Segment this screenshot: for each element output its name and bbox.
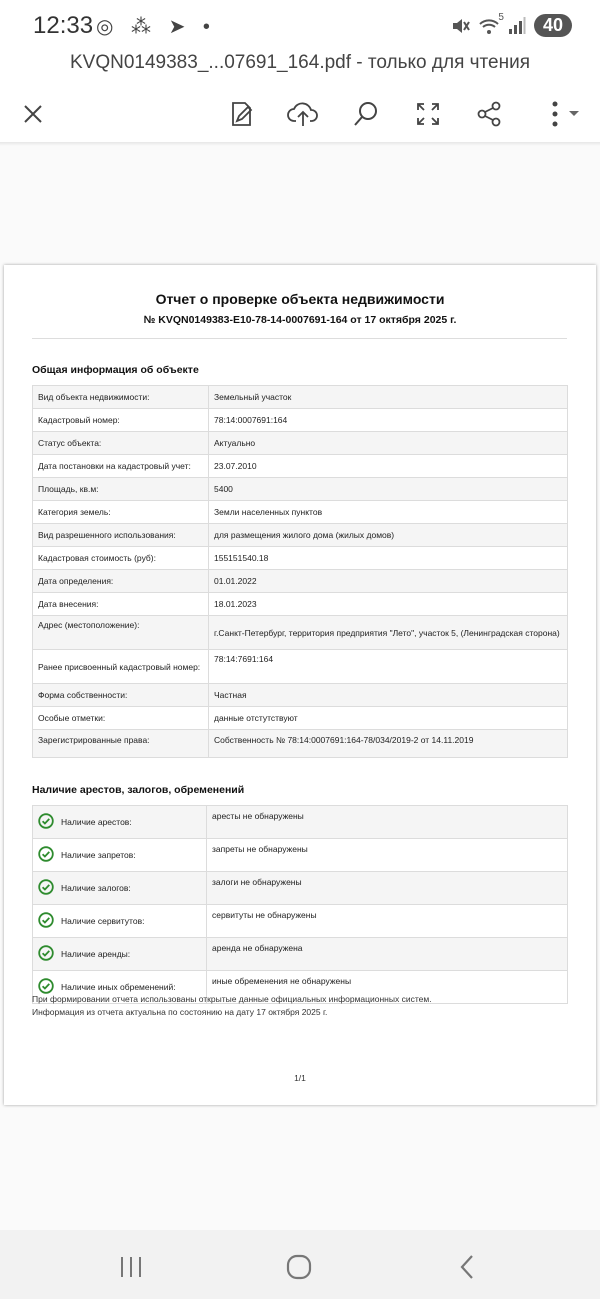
table-row: [33, 684, 568, 707]
table-row: [33, 872, 568, 905]
footer-line-1: При формировании отчета использованы открытые данные официальных информационных систем.: [32, 994, 432, 1004]
more-icon[interactable]: [540, 94, 585, 134]
table-row: [33, 386, 568, 409]
row-value: 155151540.18: [209, 547, 568, 570]
row-value: г.Санкт-Петербург, территория предприятия "Лето", участок 5, (Ленинградская сторона): [209, 616, 568, 650]
wifi-badge: 5: [498, 11, 504, 23]
table-row: [33, 478, 568, 501]
check-circle-icon: [33, 839, 57, 872]
status-time: 12:33: [33, 12, 94, 39]
table-row: [33, 409, 568, 432]
row-value: залоги не обнаружены: [207, 872, 568, 905]
row-value: сервитуты не обнаружены: [207, 905, 568, 938]
app-header: [0, 52, 600, 142]
report-footer: [32, 993, 432, 1019]
divider: [32, 338, 567, 339]
mute-icon: [450, 16, 470, 36]
table-row: [33, 938, 568, 971]
row-label: Наличие сервитутов:: [56, 905, 207, 938]
row-label: Кадастровая стоимость (руб):: [33, 547, 209, 570]
row-label: Дата постановки на кадастровый учет:: [33, 455, 209, 478]
row-label: Ранее присвоенный кадастровый номер:: [33, 650, 209, 684]
row-value: Актуально: [209, 432, 568, 455]
row-label: Статус объекта:: [33, 432, 209, 455]
wifi-icon: [478, 11, 504, 36]
row-value: Собственность № 78:14:0007691:164-78/034/2019-2 от 14.11.2019: [209, 730, 568, 758]
back-icon[interactable]: [447, 1252, 487, 1282]
row-value: данные отстутствуют: [209, 707, 568, 730]
row-value: 78:14:7691:164: [209, 650, 568, 684]
footer-line-2: Информация из отчета актуальна по состоянию на дату 17 октября 2025 г.: [32, 1007, 328, 1017]
table-row: [33, 650, 568, 684]
table-row: [33, 616, 568, 650]
search-icon[interactable]: [346, 94, 386, 134]
home-icon[interactable]: [279, 1252, 319, 1282]
header-shadow: [0, 142, 600, 146]
navigation-bar: [0, 1230, 600, 1299]
document-title: KVQN0149383_...07691_164.pdf - только для чтения: [70, 52, 530, 73]
row-value: для размещения жилого дома (жилых домов): [209, 524, 568, 547]
row-value: аренда не обнаружена: [207, 938, 568, 971]
table-row: [33, 730, 568, 758]
recent-apps-icon[interactable]: [111, 1252, 151, 1282]
check-circle-icon: [33, 905, 57, 938]
share-icon[interactable]: [469, 94, 509, 134]
row-label: Категория земель:: [33, 501, 209, 524]
row-label: Зарегистрированные права:: [33, 730, 209, 758]
table-row: [33, 570, 568, 593]
table-row: [33, 501, 568, 524]
table-row: [33, 524, 568, 547]
row-value: Частная: [209, 684, 568, 707]
report-title: Отчет о проверке объекта недвижимости: [155, 291, 445, 307]
report-subtitle: № KVQN0149383-E10-78-14-0007691-164 от 17 октября 2025 г.: [143, 314, 457, 326]
row-value: 5400: [209, 478, 568, 501]
check-circle-icon: [33, 872, 57, 905]
status-bar: [0, 0, 600, 52]
row-value: Земельный участок: [209, 386, 568, 409]
table-row: [33, 839, 568, 872]
row-value: иные обременения не обнаружены: [207, 971, 568, 1004]
table-row: [33, 547, 568, 570]
check-circle-icon: [33, 806, 57, 839]
section-encumbrances-title: Наличие арестов, залогов, обременений: [32, 784, 245, 796]
row-value: запреты не обнаружены: [207, 839, 568, 872]
row-label: Кадастровый номер:: [33, 409, 209, 432]
row-label: Наличие залогов:: [56, 872, 207, 905]
row-label: Форма собственности:: [33, 684, 209, 707]
status-right: [450, 11, 572, 37]
row-label: Вид разрешенного использования:: [33, 524, 209, 547]
table-row: [33, 432, 568, 455]
row-label: Наличие арестов:: [56, 806, 207, 839]
row-value: 18.01.2023: [209, 593, 568, 616]
upload-cloud-icon[interactable]: [283, 94, 323, 134]
battery-indicator: 40: [534, 14, 572, 37]
table-row: [33, 455, 568, 478]
close-icon[interactable]: [13, 94, 53, 134]
row-label: Дата определения:: [33, 570, 209, 593]
signal-icon: [508, 17, 526, 35]
page-number: 1/1: [294, 1073, 306, 1083]
row-label: Наличие иных обременений:: [56, 971, 207, 1004]
table-row: [33, 707, 568, 730]
row-value: 01.01.2022: [209, 570, 568, 593]
pdf-page[interactable]: [4, 265, 596, 1105]
general-info-table: [32, 385, 568, 758]
row-label: Вид объекта недвижимости:: [33, 386, 209, 409]
section-general-title: Общая информация об объекте: [32, 364, 199, 376]
toolbar: [0, 92, 600, 142]
row-label: Наличие аренды:: [56, 938, 207, 971]
row-value: аресты не обнаружены: [207, 806, 568, 839]
row-label: Наличие запретов:: [56, 839, 207, 872]
row-label: Площадь, кв.м:: [33, 478, 209, 501]
table-row: [33, 593, 568, 616]
encumbrances-table: [32, 805, 568, 1004]
row-value: 23.07.2010: [209, 455, 568, 478]
row-label: Адрес (местоположение):: [33, 616, 209, 650]
row-value: 78:14:0007691:164: [209, 409, 568, 432]
edit-icon[interactable]: [222, 94, 262, 134]
row-value: Земли населенных пунктов: [209, 501, 568, 524]
fit-screen-icon[interactable]: [408, 94, 448, 134]
notification-icons: ◎ ⁂ ➤ •: [96, 16, 216, 38]
table-row: [33, 905, 568, 938]
check-circle-icon: [33, 938, 57, 971]
table-row: [33, 806, 568, 839]
row-label: Дата внесения:: [33, 593, 209, 616]
row-label: Особые отметки:: [33, 707, 209, 730]
